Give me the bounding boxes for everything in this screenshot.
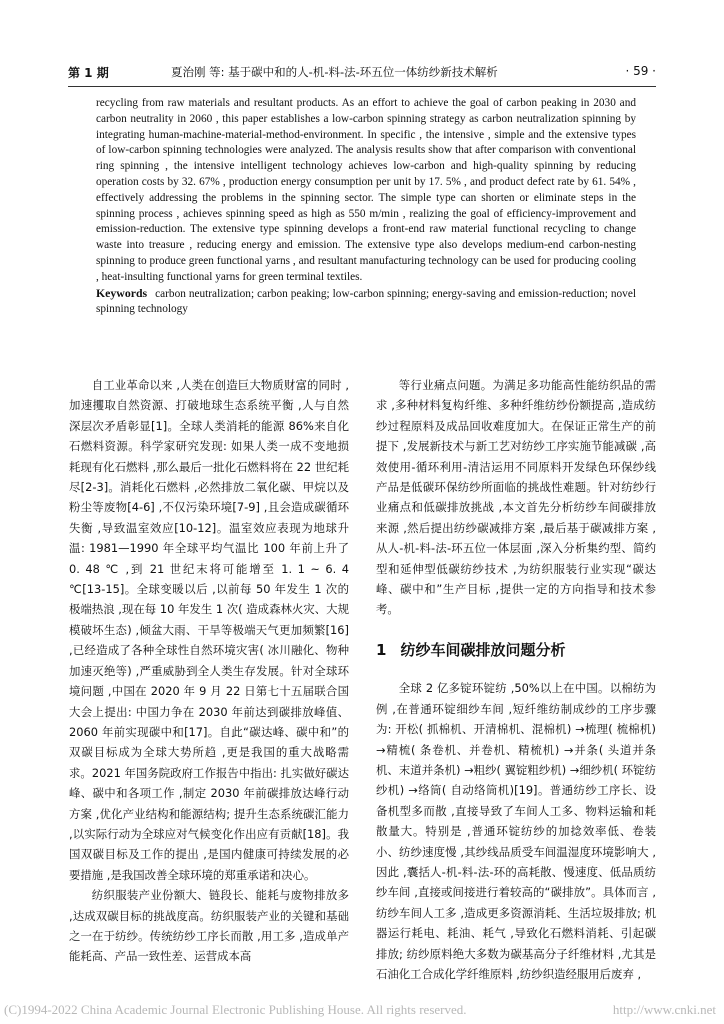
abstract-body: recycling from raw materials and resultant products. As an effort to achieve the goal of carbon peaking in 2030 and carbon neutrality in 2060 , this paper establishes a low-carbon spinning strategy as carbon neutralization spinning by integrating human-machine-material-method-environment. In specific , the intensive , simple and the extensive types of low-carbon spinning technologies were analyzed. The analysis results show that after comparison with conventional ring spinning , the intensive intelligent technology achieves low-carbon and high-quality spinning by reducing operation costs by 32. 67% , production energy consumption per unit by 17. 5% , and product defect rate by 61. 54% , effectively addressing the problems in the spinning sector. The simple type can shorten or eliminate steps in the spinning process , achieves spinning speed as high as 550 m/min , realizing the goal of efficiency-improvement and emission-reduction. The extensive type spinning develops a front-end raw material functional recycling to change waste into treasure , reducing energy and emission. The extensive type also develops medium-end carbon-nesting spinning to produce green functional yarns , and resultant manufacturing technology can be used for producing cooling , heat-insulting functional yarns for green terminal textiles. — [96, 97, 636, 283]
keywords-line — [96, 286, 636, 319]
paragraph: 纺织服装产业份额大、链段长、能耗与废物排放多 ,达成双碳目标的挑战度高。纺织服装产业的关键和基础之一在于纺纱。传统纺纱工序长而散 ,用工多 ,造成单产能耗高、产品一致性差、运营成本高 — [69, 888, 349, 964]
running-title: 夏治刚 等: 基于碳中和的人-机-料-法-环五位一体纺纱新技术解析 — [171, 65, 498, 79]
watermark-url: http://www.cnki.net — [612, 1002, 716, 1017]
page-header — [68, 62, 656, 84]
paragraph: 全球 2 亿多锭环锭纺 ,50%以上在中国。以棉纺为例 ,在普通环锭细纱车间 ,短纤维纺制成纱的工序步骤为: 开松( 抓棉机、开清棉机、混棉机) →梳理( 梳棉机) →精梳( 条卷机、并卷机、精梳机) →并条( 头道并条机、末道并条机) →粗纱( 翼锭粗纱机) →细纱机( 环锭纺纱机) →络筒( 自动络筒机)[19]。普通纺纱工序长、设备机型多而散 ,直接导致了车间人工多、物料运输和耗散量大。特别是 ,普通环锭纺纱的加捻效率低、卷装小、纺纱速度慢 ,其纱线品质受车间温湿度环境影响大 ,因此 ,囊括人-机-料-法-环的高耗散、慢速度、低品质纺纱车间 ,直接或间接进行着较高的“碳排放”。具体而言 ,纺纱车间人工多 ,造成更多资源消耗、生活垃圾排放; 机器运行耗电、耗油、耗气 ,导致化石燃料消耗、引起碳排放; 纺纱原料绝大多数为碳基高分子纤维材料 ,尤其是石油化工合成化学纤维原料 ,纺纱织造经服用后废弃 , — [376, 681, 656, 981]
section-title: 纺纱车间碳排放问题分析 — [400, 640, 566, 659]
keywords-list: carbon neutralization; carbon peaking; low-carbon spinning; energy-saving and emission-reduction; novel spinning technology — [96, 287, 636, 316]
issue-number: 第 1 期 — [68, 66, 109, 80]
watermark-left: (C)1994-2022 China Academic Journal Electronic Publishing House. All rights reserved. — [4, 1002, 467, 1017]
header-divider — [68, 86, 656, 87]
section-heading — [376, 640, 656, 660]
left-column — [69, 375, 349, 967]
english-abstract — [96, 96, 636, 318]
copyright-watermark — [4, 1002, 720, 1018]
section-number: 1 — [376, 640, 387, 659]
paragraph: 自工业革命以来 ,人类在创造巨大物质财富的同时 ,加速攫取自然资源、打破地球生态系统平衡 ,人与自然深层次矛盾彰显[1]。全球人类消耗的能源 86%来自化石燃料资源。科学家研究发现: 如果人类一成不变地损耗现有化石燃料 ,那么最后一批化石燃料将在 22 世纪耗尽[2-3]。消耗化石燃料 ,必然排放二氧化碳、甲烷以及粉尘等废物[4-6] ,不仅污染环境[7-9] ,且会造成碳循环失衡 ,导致温室效应[10-12]。温室效应表现为地球升温: 1981—1990 年全球平均气温比 100 年前上升了 0. 48 ℃ ,到 21 世纪末将可能增至 1. 1 ~ 6. 4 ℃[13-15]。全球变暖以后 ,以前每 50 年发生 1 次的极端热浪 ,现在每 10 年发生 1 次( 造成森林火灾、大规模破坏生态) ,倾盆大雨、干旱等极端天气更加频繁[16] ,已经造成了各种全球性自然环境灾害( 冰川融化、物种加速灭绝等) ,严重威胁到全人类生存发展。针对全球环境问题 ,中国在 2020 年 9 月 22 日第七十五届联合国大会上提出: 中国力争在 2030 年前达到碳排放峰值、2060 年前实现碳中和[17]。自此“碳达峰、碳中和”的双碳目标成为全球大势所趋 ,更是我国的重大战略需求。2021 年国务院政府工作报告中指出: 扎实做好碳达峰、碳中和各项工作 ,制定 2030 年前碳排放达峰行动方案 ,优化产业结构和能源结构; 提升生态系统碳汇能力 ,以实际行动为全球应对气候变化作出应有贡献[18]。我国双碳目标及工作的提出 ,是国内健康可持续发展的必要措施 ,是我国改善全球环境的郑重承诺和决心。 — [69, 378, 349, 882]
page-number: · 59 · — [625, 64, 656, 78]
paragraph: 等行业痛点问题。为满足多功能高性能纺织品的需求 ,多种材料复构纤维、多种纤维纺纱份额提高 ,造成纺纱过程原料及成品回收难度加大。在保证正常生产的前提下 ,发展新技术与新工艺对纺纱工序实施节能减碳 ,高效使用-循环利用-清洁运用不同原料开发绿色环保纱线产品是低碳环保纺纱所面临的挑战性难题。针对纺纱行业痛点和低碳排放挑战 ,本文首先分析纺纱车间碳排放来源 ,然后提出纺纱碳减排方案 ,最后基于碳减排方案 ,从人-机-料-法-环五位一体层面 ,深入分析集约型、简约型和延伸型低碳纺纱技术 ,为纺织服装行业实现“碳达峰、碳中和”生产目标 ,提供一定的方向指导和技术参考。 — [376, 378, 656, 617]
right-column — [376, 375, 656, 984]
keywords-label: Keywords — [96, 285, 148, 300]
